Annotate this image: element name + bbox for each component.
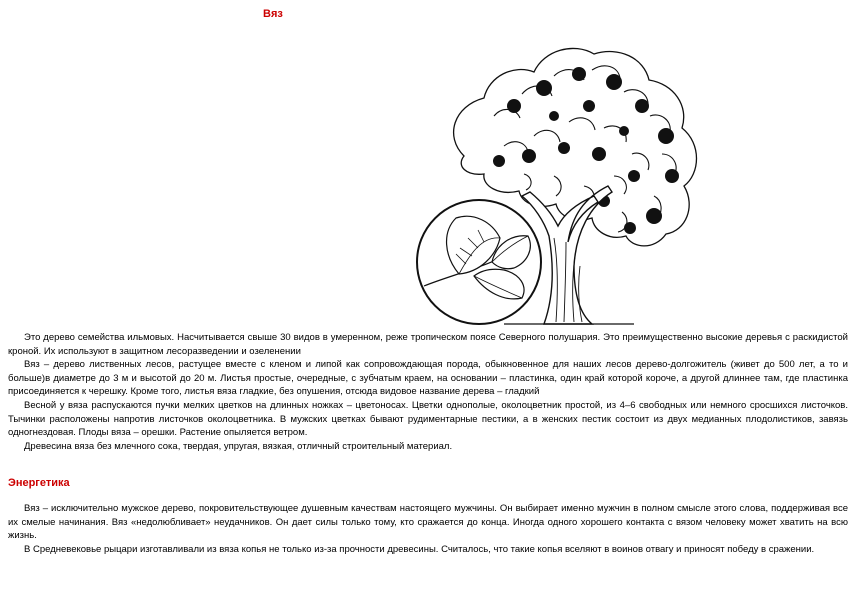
energetics-paragraph: В Средневековье рыцари изготавливали из вяза копья не только из-за прочности древесины. Считалось, что такие копья вселяют в воинов отвагу и приносят победу в сражении. bbox=[24, 543, 815, 555]
section-heading-energetics: Энергетика bbox=[8, 477, 70, 489]
elm-tree-icon bbox=[404, 36, 708, 330]
energetics-body bbox=[8, 502, 848, 556]
article-paragraph: Весной у вяза распускаются пучки мелких цветков на длинных ножках – цветоносах. Цветки однополые, околоцветник простой, из 4–6 свободных или немного сросшихся листочков. Тычинки расположены напротив листочков околоцветника. В мужских цветках бывают рудиментарные пестики, а в женских пестик состоит из двух медианных плодолистиков, завязь одногнездовая. Плоды вяза – орешки. Растение опыляется ветром. bbox=[8, 399, 848, 439]
elm-tree-illustration bbox=[404, 36, 708, 330]
energetics-paragraph: Вяз – исключительно мужское дерево, покровительствующее душевным качествам настоящего мужчины. Он выбирает именно мужчин в полном смысле этого слова, поддерживая все их смелые начинания. Вяз «недолюбливает» неудачников. Он дает силы только тому, кто сражается до конца. Иногда одного хорошего контакта с вязом человеку может хватить на всю жизнь. bbox=[8, 503, 848, 542]
page-title: Вяз bbox=[263, 8, 283, 20]
article-paragraph: Вяз – дерево лиственных лесов, растущее вместе с кленом и липой как сопровождающая порода, обыкновенное для наших лесов дерево-долгожитель (живет до 500 лет, а то и больше)в диаметре до 3 м и высотой до 20 м. Листья простые, очередные, с зубчатым краем, на основании – пластинка, один край которой короче, а другой длиннее там, где пластинка присоединяется к черешку. Кроме того, листья вяза гладкие, без опушения, отсюда видовое название дерева – гладкий bbox=[8, 359, 848, 398]
article-body bbox=[8, 331, 848, 453]
article-paragraph: Древесина вяза без млечного сока, твердая, упругая, вязкая, отличный строительный материал. bbox=[24, 440, 453, 452]
article-paragraph: Это дерево семейства ильмовых. Насчитывается свыше 30 видов в умеренном, реже тропическом поясе Северного полушария. Это преимущественно высокие деревья с раскидистой кроной. Их используют в защитном лесоразведении и озеленении bbox=[8, 332, 848, 357]
